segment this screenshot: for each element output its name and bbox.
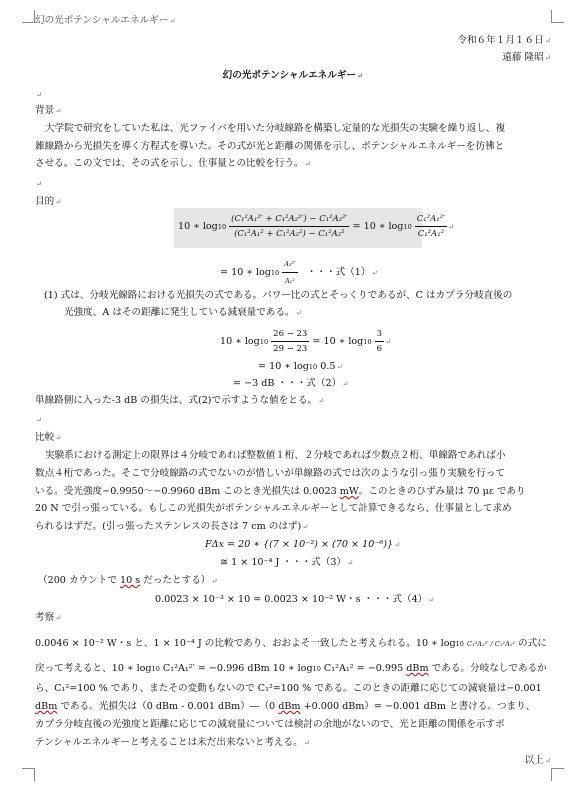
formula-2-line-3: = −3 dB ・・・式（2）↵ xyxy=(233,378,349,389)
corner-mark-tr xyxy=(551,10,564,23)
empty-paragraph: ↵ xyxy=(36,90,43,99)
section-heading-purpose: 目的↵ xyxy=(35,196,62,207)
page-header xyxy=(35,14,176,27)
ending-mark: 以上↵ xyxy=(524,755,551,766)
author-text: 遠藤 隆昭 xyxy=(502,52,544,63)
formula-4: 0.0023 × 10⁻³ × 10 = 0.0023 × 10⁻² W・s ・・・式（4）↵ xyxy=(155,594,435,605)
heading-text: 考察 xyxy=(35,612,55,623)
formula-2-line-2: = 10 ∗ log10 0.5↵ xyxy=(258,361,343,372)
formula-1-fraction-2: $\frac{\text{C₁²A₁²′}}{\text{C₁²A₁²}}$ xyxy=(416,214,445,239)
consideration-line-3: ら、C₁²=100 % であり、またその変動もないので C₁²=100 % である。このときの距離に応じての減衰量は−0.001 xyxy=(35,683,542,694)
consideration-line-2: 戻って考えると、10 ∗ log10 C₁²A₁²′ = −0.996 dBm 10 ∗ log10 C₁²A₁² = −0.995 dBm である。分岐なしであるか xyxy=(35,663,547,674)
comparison-line-1: 実験系における測定上の限界は４分岐であれば整数値１桁、２分岐であれば少数点２桁、単線路であれば小 xyxy=(45,450,506,461)
comparison-line-3: いる。受光強度−0.9950〜−0.9960 dBm このとき光損失は 0.0023 mW。このときのひずみ量は 70 με であり xyxy=(35,486,526,497)
consideration-line-1: 0.0046 × 10⁻² W・s と、1 × 10⁻⁴ J の比較であり、おおよそ一致したと考えられる。10 ∗ log10 C₁²A₁²′ / C₁²A₁² の式に xyxy=(35,638,547,649)
formula-3-line-1: FΔx = 20 ∗ {(7 × 10⁻²) × (70 × 10⁻⁶)}↵ xyxy=(205,539,401,550)
document-date: 令和６年１月１６日↵ xyxy=(457,35,551,46)
corner-mark-tl xyxy=(22,10,35,23)
empty-paragraph: ↵ xyxy=(36,179,43,188)
paragraph-mark-icon: ↵ xyxy=(169,16,176,25)
count-note: （200 カウントで 10 s だったとする）↵ xyxy=(38,575,218,586)
formula-1-fraction: $\frac{\text{(C₁²A₁²′ + C₁²A₂²′) − C₁²A₂²′}}{\text{(C₁²A₁² + C₁²A₂²) − C₁²A₂²}}$ xyxy=(231,214,348,239)
formula-1: 10 ∗ log10 $\frac{\text{(C₁²A₁²′ + C₁²A₂²′) − C₁²A₂²′}}{\text{(C₁²A₁² + C₁²A₂²) − C₁²A₂²}}$ = 10 ∗ log10 $\frac{\text{C₁²A₁²′}}{\text{C₁²A₁²}}$ ↵ xyxy=(178,214,455,239)
empty-paragraph: ↵ xyxy=(36,415,43,424)
comparison-line-5: られるはずだ。(引っ張ったステンレスの長さは 7 cm のはず)↵ xyxy=(35,521,309,532)
background-line-1: 大学院で研究をしていた私は、光ファイバを用いた分岐線路を構築し定量的な光損失の実験を繰り返し、複 xyxy=(45,123,506,134)
consideration-line-6: テンシャルエネルギーと考えることは未だ出来ないと考える。↵ xyxy=(35,737,311,748)
document-author: 遠藤 隆昭↵ xyxy=(502,52,551,63)
formula-2: 10 ∗ log10 $\frac{26 - 23}{29 - 23}$ = 10 ∗ log10 $\frac{3}{6}$ ↵ xyxy=(220,329,392,354)
single-line-text: 単線路側に入った-3 dB の損失は、式(2)で示すような値をとる。↵ xyxy=(35,395,325,406)
section-heading-comparison: 比較↵ xyxy=(35,432,62,443)
consideration-line-5: カプラ分岐直後の光強度と距離に応じての減衰量については検討の余地がないので、光と距離の関係を示すポ xyxy=(35,719,505,730)
formula-1-line-2: = 10 ∗ log10 $\frac{\text{A₁²′}}{\text{A₁²}}$ ・・・式（1）↵ xyxy=(220,256,378,289)
section-heading-consideration: 考察↵ xyxy=(35,612,62,623)
title-text: 幻の光ポテンシャルエネルギー xyxy=(222,70,357,81)
section-heading-background: 背景↵ xyxy=(35,105,62,116)
equation-tag-1: ・・・式（1） xyxy=(306,267,371,278)
heading-text: 背景 xyxy=(35,105,55,116)
corner-mark-bl xyxy=(22,768,35,781)
date-text: 令和６年１月１６日 xyxy=(457,35,544,46)
document-title: 幻の光ポテンシャルエネルギー↵ xyxy=(222,70,364,81)
corner-mark-br xyxy=(551,768,564,781)
purpose-line-2: 光強度、A はその距離に発生している減衰量である。↵ xyxy=(64,307,302,318)
header-text: 幻の光ポテンシャルエネルギー xyxy=(35,15,169,26)
background-line-3: させる。この文では、その式を示し、仕事量との比較を行う。↵ xyxy=(35,158,311,169)
consideration-line-4: dBm である。光損失は（0 dBm - 0.001 dBm）―（0 dBm +0.000 dBm）= −0.001 dBm と書ける。つまり、 xyxy=(35,701,536,712)
background-line-2: 雑線路から光損失を導く方程式を導いた。その式が光と距離の関係を示し、ポテンシャルエネルギーを彷彿と xyxy=(35,141,505,152)
comparison-line-2: 数点４桁であった。そこで分岐線路の式でないのが惜しいが単線路の式では次のような引っ張り実験を行って xyxy=(35,468,505,479)
heading-text: 比較 xyxy=(35,432,55,443)
formula-3-line-2: ≅ 1 × 10⁻⁴ J ・・・式（3）↵ xyxy=(220,557,354,568)
purpose-line-1: (1) 式は、分岐光線路における光損失の式である。パワー比の式とそっくりであるが、C はカプラ分岐直後の xyxy=(44,290,513,301)
heading-text: 目的 xyxy=(35,196,55,207)
comparison-line-4: 20 N で引っ張っている。もしこの光損失がポテンシャルエネルギーとして計算できるなら、仕事量として求め xyxy=(35,503,512,514)
